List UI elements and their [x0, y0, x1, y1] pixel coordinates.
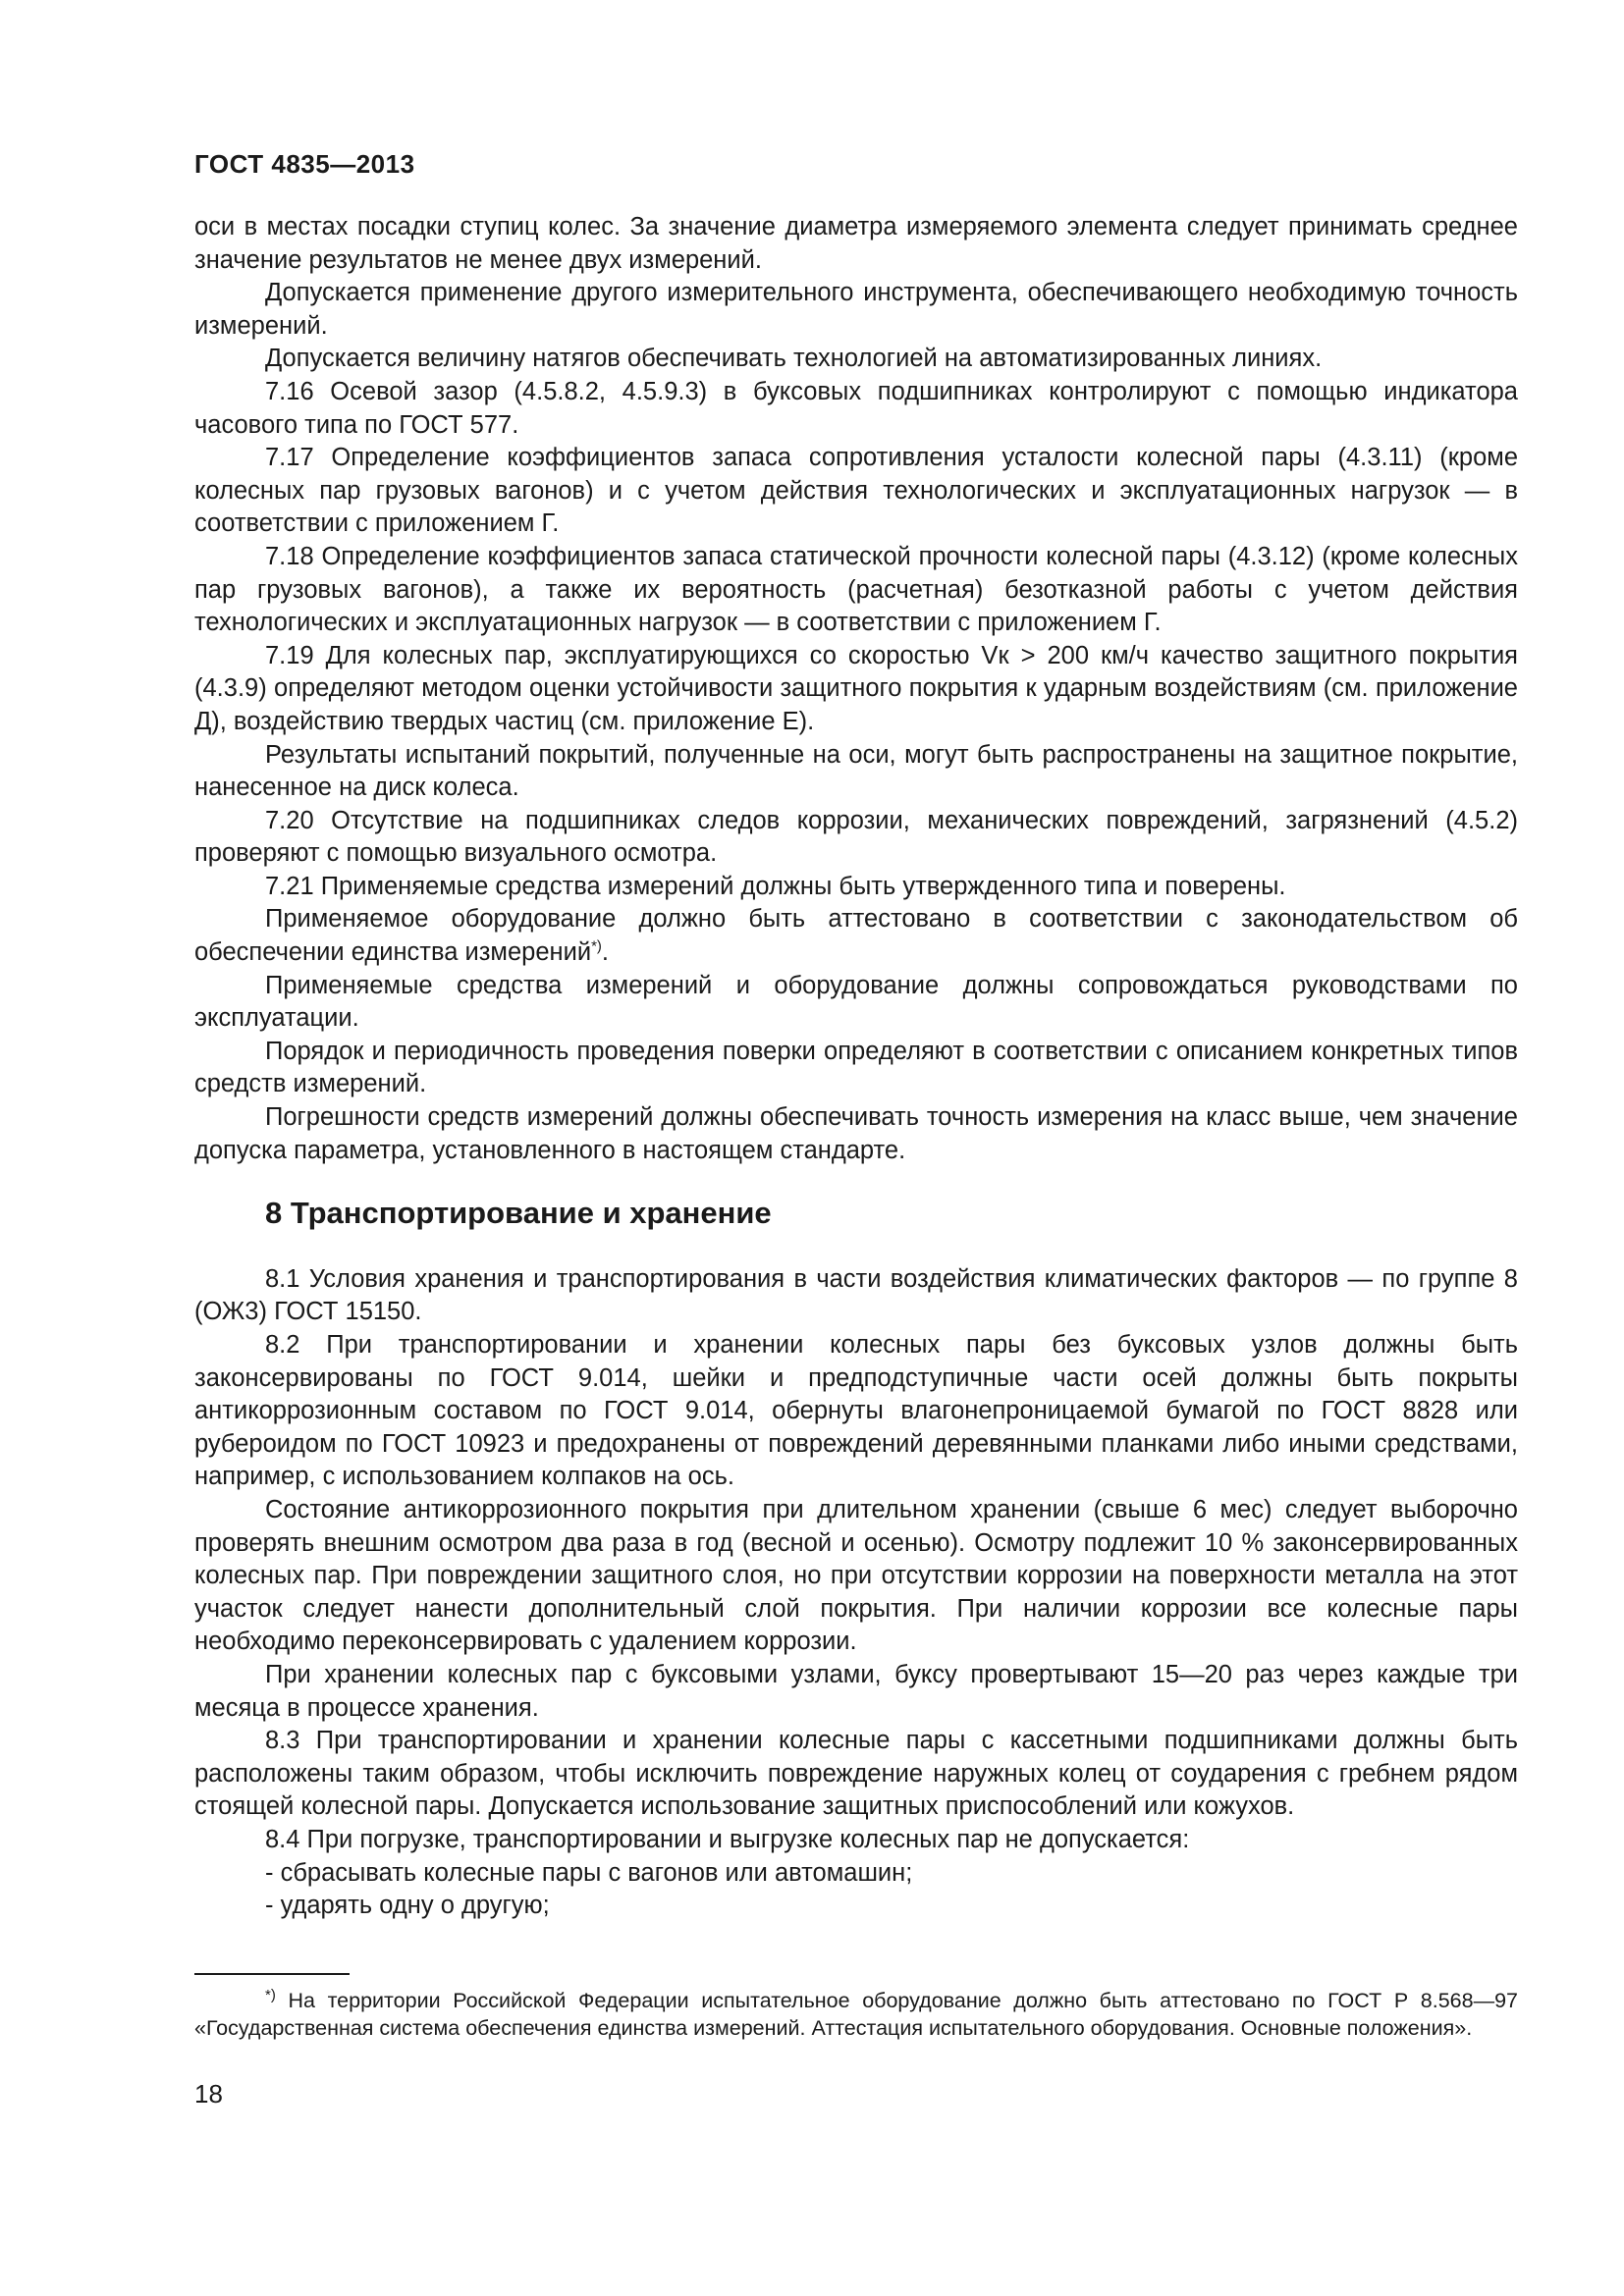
footnote-text: На территории Российской Федерации испытательное оборудование должно быть аттестовано по ГОСТ Р 8.568—97 «Государственная система обеспечения единства измерений. Аттестация испытательного оборудования. Основные положения».: [194, 1989, 1518, 2040]
paragraph: Состояние антикоррозионного покрытия при длительном хранении (свыше 6 мес) следует выборочно проверять внешним осмотром два раза в год (весной и осенью). Осмотру подлежит 10 % законсервированных колесных пар. При повреждении защитного слоя, но при отсутствии коррозии на поверхности металла на этот участок следует нанести дополнительный слой покрытия. При наличии коррозии все колесные пары необходимо переконсервировать с удалением коррозии.: [194, 1495, 1518, 1656]
paragraph-8-4: 8.4 При погрузке, транспортировании и выгрузке колесных пар не допускается:: [265, 1825, 1190, 1853]
paragraph-7-17: 7.17 Определение коэффициентов запаса сопротивления усталости колесной пары (4.3.11) (кроме колесных пар грузовых вагонов) и с учетом действия технологических и эксплуатационных нагрузок — в соответствии с приложением Г.: [194, 444, 1518, 538]
footnote-divider: [194, 1973, 350, 1975]
footnote: [194, 1987, 1518, 2042]
paragraph: Допускается величину натягов обеспечивать технологией на автоматизированных линиях.: [265, 345, 1323, 373]
paragraph: Погрешности средств измерений должны обеспечивать точность измерения на класс выше, чем значение допуска параметра, установленного в настоящем стандарте.: [194, 1103, 1518, 1164]
paragraph-with-footnote-ref: [194, 903, 1518, 969]
paragraph: оси в местах посадки ступиц колес. За значение диаметра измеряемого элемента следует принимать среднее значение результатов не менее двух измерений.: [194, 213, 1518, 274]
document-header: ГОСТ 4835—2013: [194, 149, 415, 179]
body-text: [194, 211, 1518, 1923]
paragraph: Применяемые средства измерений и оборудование должны сопровождаться руководствами по эксплуатации.: [194, 971, 1518, 1033]
section-heading: 8 Транспортирование и хранение: [265, 1196, 772, 1231]
paragraph-7-19: 7.19 Для колесных пар, эксплуатирующихся со скоростью Vк > 200 км/ч качество защитного покрытия (4.3.9) определяют методом оценки устойчивости защитного покрытия к ударным воздействиям (см. приложение Д), воздействию твердых частиц (см. приложение Е).: [194, 641, 1518, 735]
list-item: - сбрасывать колесные пары с вагонов или автомашин;: [265, 1858, 913, 1887]
paragraph-8-1: 8.1 Условия хранения и транспортирования в части воздействия климатических факторов — по группе 8 (ОЖ3) ГОСТ 15150.: [194, 1264, 1518, 1326]
paragraph-7-20: 7.20 Отсутствие на подшипниках следов коррозии, механических повреждений, загрязнений (4.5.2) проверяют с помощью визуального осмотра.: [194, 806, 1518, 868]
page-number: 18: [194, 2079, 223, 2109]
paragraph-8-2: 8.2 При транспортировании и хранении колесных пары без буксовых узлов должны быть законсервированы по ГОСТ 9.014, шейки и предподступичные части осей должны быть покрыты антикоррозионным составом по ГОСТ 9.014, обернуты влагонепроницаемой бумагой по ГОСТ 8828 или рубероидом по ГОСТ 10923 и предохранены от повреждений деревянными планками либо иными средствами, например, с использованием колпаков на ось.: [194, 1331, 1518, 1491]
paragraph-7-21: 7.21 Применяемые средства измерений должны быть утвержденного типа и поверены.: [265, 872, 1286, 900]
paragraph: При хранении колесных пар с буксовыми узлами, буксу провертывают 15—20 раз через каждые три месяца в процессе хранения.: [194, 1660, 1518, 1722]
paragraph-8-3: 8.3 При транспортировании и хранении колесные пары с кассетными подшипниками должны быть расположены таким образом, чтобы исключить повреждение наружных колец от соударения с гребнем рядом стоящей колесной пары. Допускается использование защитных приспособлений или кожухов.: [194, 1727, 1518, 1821]
paragraph-text: Применяемое оборудование должно быть аттестовано в соответствии с законодательством об обеспечении единства измерений: [194, 905, 1518, 967]
paragraph-tail: .: [601, 938, 610, 967]
footnote-mark-sup: *): [265, 1986, 276, 2003]
paragraph: Допускается применение другого измерительного инструмента, обеспечивающего необходимую точность измерений.: [194, 279, 1518, 340]
paragraph-7-16: 7.16 Осевой зазор (4.5.8.2, 4.5.9.3) в буксовых подшипниках контролируют с помощью индикатора часового типа по ГОСТ 577.: [194, 377, 1518, 439]
footnote-reference[interactable]: *): [591, 937, 602, 955]
paragraph: Результаты испытаний покрытий, полученные на оси, могут быть распространены на защитное покрытие, нанесенное на диск колеса.: [194, 740, 1518, 802]
paragraph-7-18: 7.18 Определение коэффициентов запаса статической прочности колесной пары (4.3.12) (кроме колесных пар грузовых вагонов), а также их вероятность (расчетная) безотказной работы с учетом действия технологических и эксплуатационных нагрузок — в соответствии с приложением Г.: [194, 542, 1518, 637]
footnote-mark: [265, 1987, 276, 2014]
paragraph: Порядок и периодичность проведения поверки определяют в соответствии с описанием конкретных типов средств измерений.: [194, 1037, 1518, 1098]
list-item: - ударять одну о другую;: [265, 1892, 550, 1920]
